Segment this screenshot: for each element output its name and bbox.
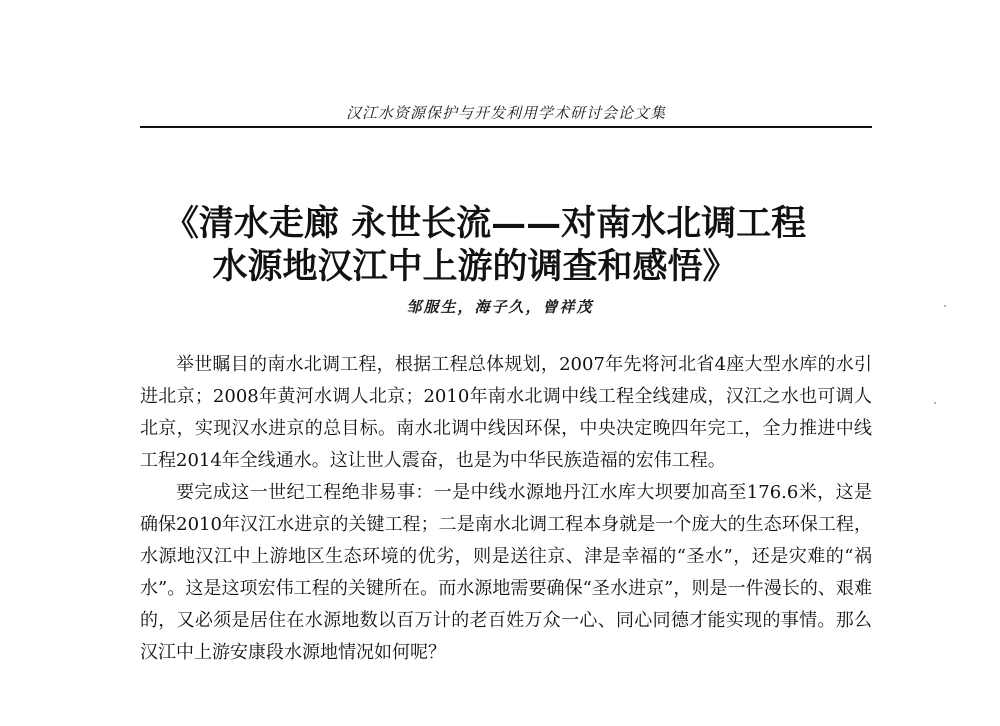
body-paragraph-1: 举世瞩目的南水北调工程，根据工程总体规划，2007年先将河北省4座大型水库的水引进北京；2008年黄河水调人北京；2010年南水北调中线工程全线建成，汉江之水也可调人北京，实现汉水进京的总目标。南水北调中线因环保，中央决定晚四年完工，全力推进中线工程2014年全线通水。这让世人震奋，也是为中华民族造福的宏伟工程。 [140, 354, 872, 471]
article-title-line-1: 《清水走廊 永世长流——对南水北调工程 [163, 203, 807, 244]
body-paragraph-2: 要完成这一世纪工程绝非易事：一是中线水源地丹江水库大坝要加高至176.6米，这是确保2010年汉江水进京的关键工程；二是南水北调工程本身就是一个庞大的生态环保工程，水源地汉江中上游地区生态环境的优劣，则是送往京、津是幸福的“圣水”，还是灾难的“祸水”。这是这项宏伟工程的关键所在。而水源地需要确保“圣水进京”，则是一件漫长的、艰难的，又必须是居住在水源地数以百万计的老百姓万众一心、同心同德才能实现的事情。那么汉江中上游安康段水源地情况如何呢？ [140, 482, 872, 663]
header-rule [140, 126, 872, 128]
article-title-line-2: 水源地汉江中上游的调查和感悟》 [212, 246, 738, 287]
scan-speck [944, 305, 946, 307]
article-body [140, 349, 872, 669]
article-authors: 邹服生，海子久，曾祥茂 [406, 298, 594, 316]
running-header: 汉江水资源保护与开发利用学术研讨会论文集 [345, 104, 666, 122]
scan-speck [934, 402, 936, 404]
